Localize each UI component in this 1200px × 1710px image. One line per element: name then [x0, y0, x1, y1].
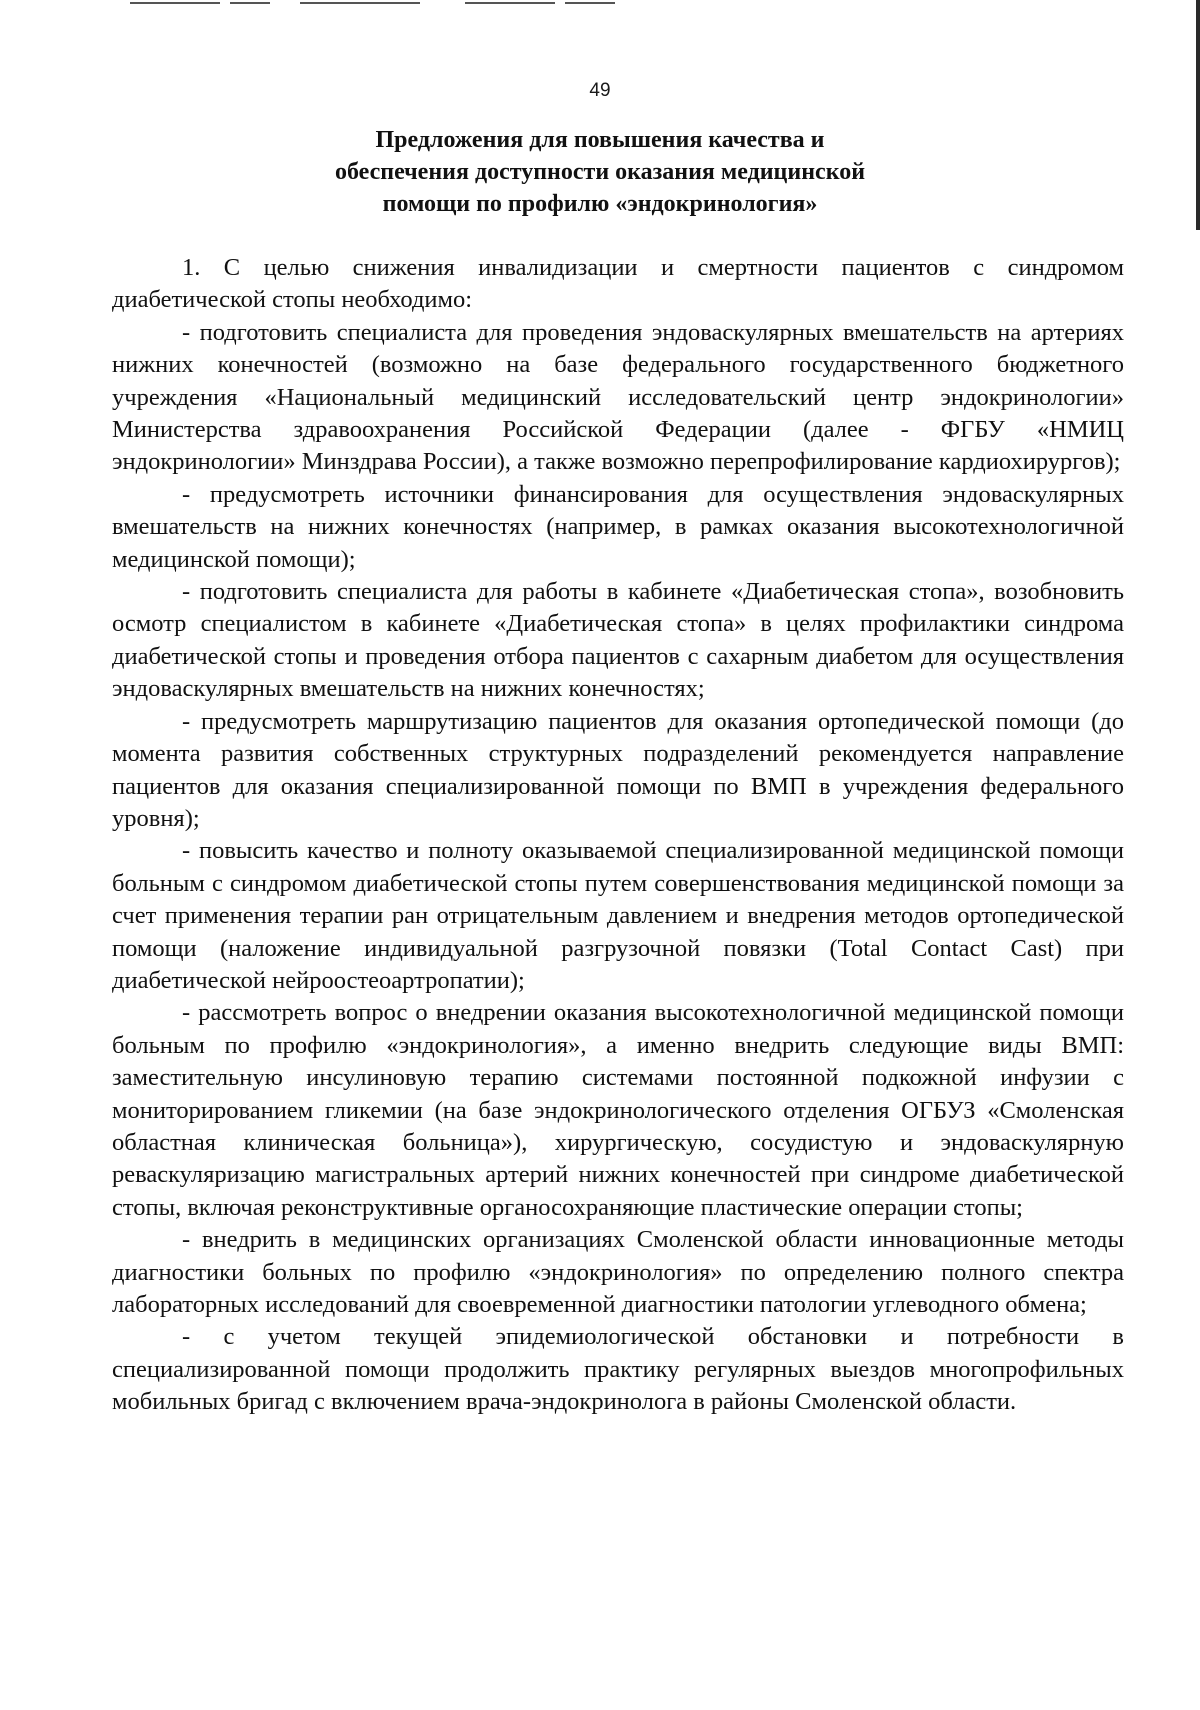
intro-paragraph: 1. С целью снижения инвалидизации и смертности пациентов с синдромом диабетической стопы необходимо:	[112, 254, 1124, 314]
list-item: - рассмотреть вопрос о внедрении оказания высокотехнологичной медицинской помощи больным по профилю «эндокринология», а именно внедрить следующие виды ВМП: заместительную инсулиновую терапию системами постоянной подкожной инфузии с мониторированием гликемии (на базе эндокринологического отделения ОГБУЗ «Смоленская областная клиническая больница»), хирургическую, сосудистую и эндоваскулярную реваскуляризацию магистральных артерий нижних конечностей при синдроме диабетической стопы, включая реконструктивные органосохраняющие пластические операции стопы;	[112, 999, 1124, 1221]
title-line: Предложения для повышения качества и	[375, 127, 825, 153]
scan-line	[300, 2, 420, 4]
list-item: - подготовить специалиста для работы в кабинете «Диабетическая стопа», возобновить осмотр специалистом в кабинете «Диабетическая стопа» в целях профилактики синдрома диабетической стопы и проведения отбора пациентов с сахарным диабетом для осуществления эндоваскулярных вмешательств на нижних конечностях;	[112, 578, 1124, 703]
document-body	[112, 252, 1124, 1419]
list-item: - предусмотреть маршрутизацию пациентов для оказания ортопедической помощи (до момента развития собственных структурных подразделений рекомендуется направление пациентов для оказания специализированной помощи по ВМП в учреждения федерального уровня);	[112, 707, 1124, 832]
title-line: обеспечения доступности оказания медицинской	[334, 159, 866, 185]
list-item: - предусмотреть источники финансирования для осуществления эндоваскулярных вмешательств на нижних конечностях (например, в рамках оказания высокотехнологичной медицинской помощи);	[112, 480, 1124, 573]
title-line: помощи по профилю «эндокринология»	[382, 191, 818, 217]
document-title	[140, 124, 1060, 220]
scan-line	[565, 2, 615, 4]
scan-line	[130, 2, 220, 4]
list-item: - внедрить в медицинских организациях Смоленской области инновационные методы диагностики больных по профилю «эндокринология» по определению полного спектра лабораторных исследований для своевременной диагностики патологии углеводного обмена;	[112, 1226, 1124, 1318]
page-number: 49	[589, 80, 611, 101]
list-item: - подготовить специалиста для проведения эндоваскулярных вмешательств на артериях нижних конечностей (возможно на базе федерального государственного бюджетного учреждения «Национальный медицинский исследовательский центр эндокринологии» Министерства здравоохранения Российской Федерации (далее - ФГБУ «НМИЦ эндокринологии» Минздрава России), а также возможно перепрофилирование кардиохирургов);	[112, 318, 1124, 476]
scan-line	[230, 2, 270, 4]
list-item: - с учетом текущей эпидемиологической обстановки и потребности в специализированной помощи продолжить практику регулярных выездов многопрофильных мобильных бригад с включением врача-эндокринолога в районы Смоленской области.	[112, 1323, 1124, 1416]
scan-artifacts	[0, 0, 1200, 12]
list-item: - повысить качество и полноту оказываемой специализированной медицинской помощи больным с синдромом диабетической стопы путем совершенствования медицинской помощи за счет применения терапии ран отрицательным давлением и внедрения методов ортопедической помощи (наложение индивидуальной разгрузочной повязки (Total Contact Cast) при диабетической нейроостеоартропатии);	[112, 837, 1124, 994]
scan-edge	[1196, 0, 1200, 230]
scan-line	[465, 2, 555, 4]
